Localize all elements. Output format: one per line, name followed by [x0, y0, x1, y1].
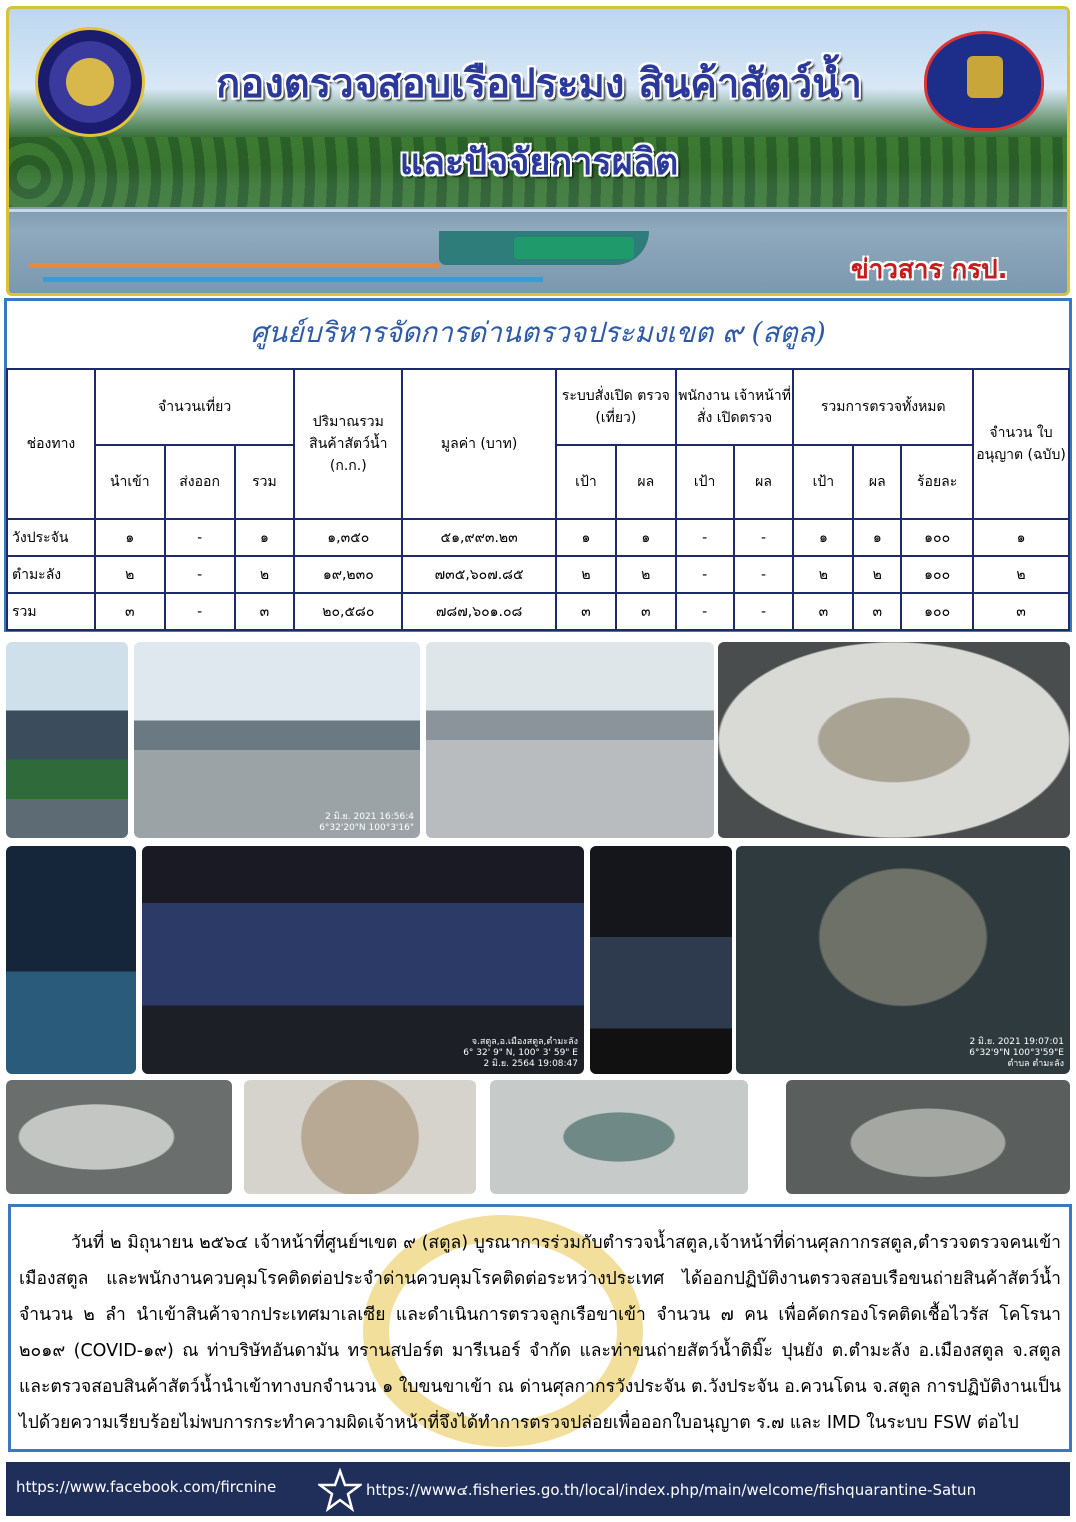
- subheader-import: นำเข้า: [95, 445, 165, 519]
- facebook-link[interactable]: https://www.facebook.com/fircnine: [16, 1478, 277, 1496]
- cell-ordered-target: ๒: [556, 556, 616, 593]
- cell-officer-result: -: [734, 519, 794, 556]
- cell-quantity: ๑,๓๕๐: [294, 519, 402, 556]
- green-boat-image: [514, 237, 634, 259]
- photo-inspection-boxes: [426, 642, 714, 838]
- cell-channel: วังประจัน: [7, 519, 95, 556]
- photo-trevally-fish: [490, 1080, 748, 1194]
- cell-total-percent: ๑๐๐: [901, 556, 973, 593]
- photo-boat-cargo: [6, 642, 128, 838]
- news-body: [8, 1204, 1072, 1452]
- cell-officer-result: -: [734, 556, 794, 593]
- news-label: ข่าวสาร กรป.: [851, 255, 1008, 285]
- photo-night-boat: [6, 846, 136, 1074]
- header-value: มูลค่า (บาท): [402, 369, 556, 519]
- decorative-stripe-blue: [43, 277, 543, 282]
- subheader-officer-result: ผล: [734, 445, 794, 519]
- photo-barramundi-fish: [786, 1080, 1070, 1194]
- department-of-fisheries-logo: [35, 27, 145, 137]
- subheader-ordered-target: เป้า: [556, 445, 616, 519]
- cell-officer-target: -: [676, 519, 734, 556]
- cell-sum: ๒: [235, 556, 295, 593]
- website-link[interactable]: https://www๔.fisheries.go.th/local/index.php/main/welcome/fishquarantine-Satun: [366, 1481, 977, 1499]
- cell-import: ๑: [95, 519, 165, 556]
- fishery-inspection-badge-icon: [924, 31, 1044, 131]
- cell-ordered-result: ๓: [616, 593, 676, 630]
- table-row: [7, 556, 1069, 593]
- inspection-stats-table: [6, 368, 1070, 631]
- cell-export: -: [165, 593, 235, 630]
- cell-export: -: [165, 519, 235, 556]
- photo-stamp: 2 มิ.ย. 2021 16:56:4 6°32'20"N 100°3'16": [319, 812, 414, 833]
- cell-value: ๗๓๕,๖๐๗.๘๕: [402, 556, 556, 593]
- header-ordered: ระบบสั่งเปิด ตรวจ (เที่ยว): [556, 369, 676, 445]
- cell-licenses: ๒: [973, 556, 1069, 593]
- decorative-stripe-orange: [29, 263, 439, 268]
- header-licenses: จำนวน ใบอนุญาต (ฉบับ): [973, 369, 1069, 519]
- subheader-total-target: เป้า: [793, 445, 853, 519]
- cell-export: -: [165, 556, 235, 593]
- cell-import: ๒: [95, 556, 165, 593]
- cell-channel: รวม: [7, 593, 95, 630]
- photo-stamp: จ.สตูล,อ.เมืองสตูล,ตำมะลัง 6° 32' 9" N, 100° 3' 59" E 2 มิ.ย. 2564 19:08:47: [463, 1037, 578, 1069]
- cell-quantity: ๑๙,๒๓๐: [294, 556, 402, 593]
- cell-officer-target: -: [676, 593, 734, 630]
- header-total-inspection: รวมการตรวจทั้งหมด: [793, 369, 973, 445]
- photo-officers-at-pier: [134, 642, 420, 838]
- photo-pomfret-fish: [6, 1080, 232, 1194]
- cell-import: ๓: [95, 593, 165, 630]
- header-officer: พนักงาน เจ้าหน้าที่สั่ง เปิดตรวจ: [676, 369, 794, 445]
- cell-total-result: ๒: [853, 556, 901, 593]
- header-quantity: ปริมาณรวม สินค้าสัตว์น้ำ (ก.ก.): [294, 369, 402, 519]
- section-title: ศูนย์บริหารจัดการด่านตรวจประมงเขต ๙ (สตูล): [250, 316, 826, 349]
- cell-total-result: ๓: [853, 593, 901, 630]
- cell-licenses: ๑: [973, 519, 1069, 556]
- news-paragraph: วันที่ ๒ มิถุนายน ๒๕๖๔ เจ้าหน้าที่ศูนย์ฯเขต ๙ (สตูล) บูรณาการร่วมกับตำรวจน้ำสตูล,เจ้าหน้าที่ด่านศุลกากรสตูล,ตำรวจตรวจคนเข้าเมืองสตูล และพนักงานควบคุมโรคติดต่อประจำด่านควบคุมโรคติดต่อระหว่างประเทศ ได้ออกปฏิบัติงานตรวจสอบเรือขนถ่ายสินค้าสัตว์น้ำ จำนวน ๒ ลำ นำเข้าสินค้าจากประเทศมาเลเซีย และดำเนินการตรวจลูกเรือขาเข้า จำนวน ๗ คน เพื่อคัดกรองโรคติดเชื้อไวรัส โคโรนา ๒๐๑๙ (COVID-๑๙) ณ ท่าบริษัทอันดามัน ทรานสปอร์ต มารีเนอร์ จำกัด และท่าขนถ่ายสัตว์น้ำติมิ๊ะ ปุนยัง ต.ตำมะลัง อ.เมืองสตูล จ.สตูล และตรวจสอบสินค้าสัตว์น้ำนำเข้าทางบกจำนวน ๑ ใบขนขาเข้า ณ ด่านศุลกากรวังประจัน ต.วังประจัน อ.ควนโดน จ.สตูล การปฏิบัติงานเป็นไปด้วยความเรียบร้อยไม่พบการกระทำความผิดเจ้าหน้าที่จึงได้ทำการตรวจปล่อยเพื่อออกใบอนุญาต ร.๗ และ IMD ในระบบ FSW ต่อไป: [19, 1233, 1061, 1433]
- cell-sum: ๑: [235, 519, 295, 556]
- cell-officer-target: -: [676, 556, 734, 593]
- photo-clams: [244, 1080, 476, 1194]
- header-banner: [6, 6, 1070, 296]
- cell-total-target: ๒: [793, 556, 853, 593]
- cell-total-target: ๓: [793, 593, 853, 630]
- star-icon: [318, 1468, 362, 1512]
- header-trips: จำนวนเที่ยว: [95, 369, 295, 445]
- cell-licenses: ๓: [973, 593, 1069, 630]
- cell-value: ๕๑,๙๙๓.๒๓: [402, 519, 556, 556]
- cell-total-percent: ๑๐๐: [901, 593, 973, 630]
- photo-lobsters-in-box: [736, 846, 1070, 1074]
- cell-quantity: ๒๐,๕๘๐: [294, 593, 402, 630]
- subheader-export: ส่งออก: [165, 445, 235, 519]
- banner-subtitle: และปัจจัยการผลิต: [399, 142, 679, 183]
- water-line: [9, 209, 1067, 212]
- subheader-sum: รวม: [235, 445, 295, 519]
- cell-ordered-result: ๒: [616, 556, 676, 593]
- photo-night-officers: [590, 846, 732, 1074]
- cell-value: ๗๘๗,๖๐๑.๐๘: [402, 593, 556, 630]
- footer: [6, 1462, 1070, 1516]
- subheader-officer-target: เป้า: [676, 445, 734, 519]
- cell-officer-result: -: [734, 593, 794, 630]
- cell-sum: ๓: [235, 593, 295, 630]
- header-channel: ช่องทาง: [7, 369, 95, 519]
- table-header-row: [7, 369, 1069, 445]
- cell-total-result: ๑: [853, 519, 901, 556]
- cell-ordered-target: ๑: [556, 519, 616, 556]
- table-row-total: [7, 593, 1069, 630]
- photo-night-truck-inspection: [142, 846, 584, 1074]
- cell-total-percent: ๑๐๐: [901, 519, 973, 556]
- subheader-total-percent: ร้อยละ: [901, 445, 973, 519]
- photo-stamp: 2 มิ.ย. 2021 19:07:01 6°32'9"N 100°3'59"E ตำบล ตำมะลัง: [969, 1037, 1064, 1069]
- photo-fish-in-ice-box: [718, 642, 1070, 838]
- cell-total-target: ๑: [793, 519, 853, 556]
- banner-title: กองตรวจสอบเรือประมง สินค้าสัตว์น้ำ: [216, 61, 862, 107]
- table-row: [7, 519, 1069, 556]
- cell-ordered-target: ๓: [556, 593, 616, 630]
- cell-ordered-result: ๑: [616, 519, 676, 556]
- subheader-total-result: ผล: [853, 445, 901, 519]
- subheader-ordered-result: ผล: [616, 445, 676, 519]
- cell-channel: ตำมะลัง: [7, 556, 95, 593]
